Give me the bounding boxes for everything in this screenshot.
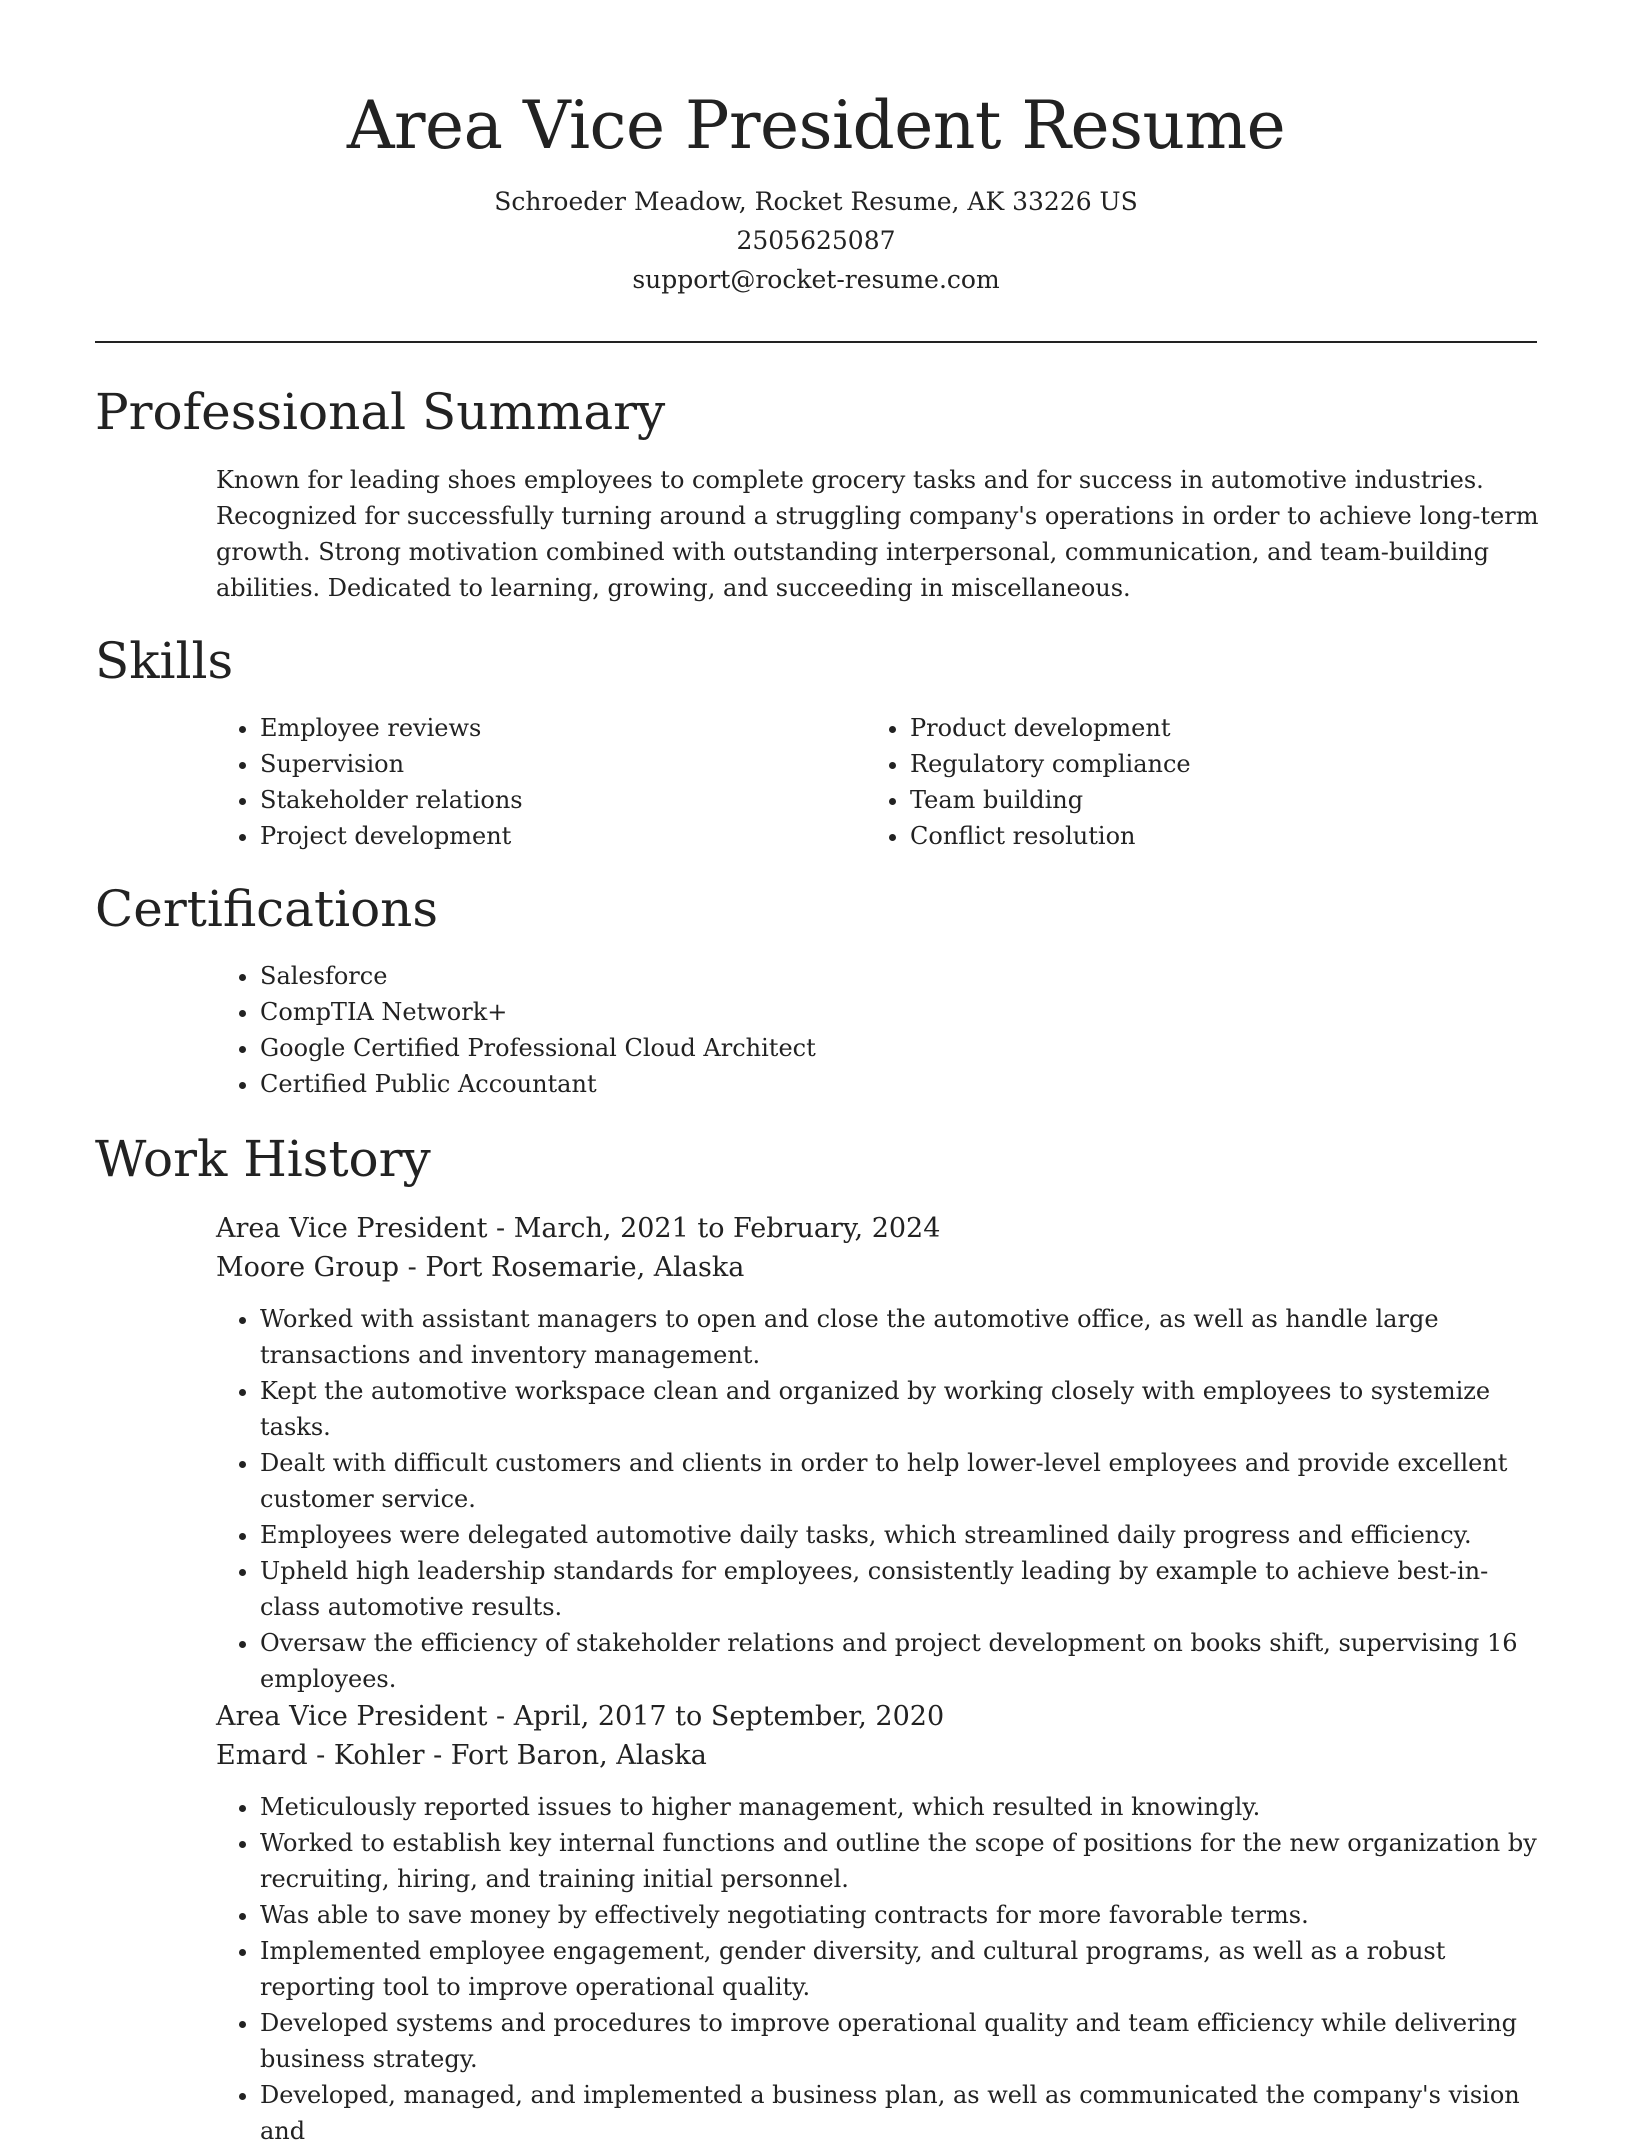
job-bullet: • Meticulously reported issues to higher management, which resulted in knowingly. xyxy=(260,1789,1546,1825)
skill-item: • Regulatory compliance xyxy=(910,746,1506,782)
skill-item: • Conflict resolution xyxy=(910,818,1506,854)
job-title-line: Area Vice President - March, 2021 to February, 2024 xyxy=(216,1213,941,1244)
skill-item: • Supervision xyxy=(260,746,816,782)
summary-text: Known for leading shoes employees to complete grocery tasks and for success in automotive industries. Recognized for successfully turning around a struggling company's operations in order to achieve long-term growth. Strong motivation combined with outstanding interpersonal, communication, and team-building abilities. Dedicated to learning, growing, and succeeding in miscellaneous. xyxy=(216,466,1539,602)
header-divider xyxy=(95,341,1537,343)
job-entry xyxy=(216,1697,1546,2149)
job-company-line: Moore Group - Port Rosemarie, Alaska xyxy=(216,1252,745,1283)
contact-block xyxy=(0,182,1632,299)
certification-item: • CompTIA Network+ xyxy=(260,994,816,1030)
contact-email: support@rocket-resume.com xyxy=(632,265,1000,294)
job-bullet: • Worked with assistant managers to open and close the automotive office, as well as handle large transactions and inventory management. xyxy=(260,1301,1546,1373)
resume-header xyxy=(0,80,1632,299)
skill-item: • Project development xyxy=(260,818,816,854)
certification-item: • Certified Public Accountant xyxy=(260,1066,816,1102)
job-bullet: • Upheld high leadership standards for employees, consistently leading by example to achieve best-in-class automotive results. xyxy=(260,1553,1546,1625)
contact-phone: 2505625087 xyxy=(736,226,896,255)
job-bullet: • Developed systems and procedures to improve operational quality and team efficiency while delivering business strategy. xyxy=(260,2005,1546,2077)
job-bullet: • Worked to establish key internal functions and outline the scope of positions for the new organization by recruiting, hiring, and training initial personnel. xyxy=(260,1825,1546,1897)
job-bullet: • Was able to save money by effectively negotiating contracts for more favorable terms. xyxy=(260,1897,1546,1933)
skills-heading: Skills xyxy=(95,632,234,690)
skills-column-right xyxy=(866,710,1506,854)
job-entry xyxy=(216,1209,1546,1697)
skill-item: • Employee reviews xyxy=(260,710,816,746)
summary-heading: Professional Summary xyxy=(95,383,666,441)
certifications-list xyxy=(216,958,816,1102)
skills-column-left xyxy=(216,710,816,854)
job-company-line: Emard - Kohler - Fort Baron, Alaska xyxy=(216,1740,707,1771)
job-bullet: • Implemented employee engagement, gender diversity, and cultural programs, as well as a robust reporting tool to improve operational quality. xyxy=(260,1933,1546,2005)
resume-title: Area Vice President Resume xyxy=(346,87,1286,164)
job-bullet: • Developed, managed, and implemented a business plan, as well as communicated the company's vision and xyxy=(260,2077,1546,2149)
contact-address: Schroeder Meadow, Rocket Resume, AK 33226 US xyxy=(494,187,1138,216)
certifications-heading: Certifications xyxy=(95,880,439,938)
job-bullet: • Employees were delegated automotive daily tasks, which streamlined daily progress and efficiency. xyxy=(260,1517,1546,1553)
job-bullet: • Oversaw the efficiency of stakeholder relations and project development on books shift, supervising 16 employees. xyxy=(260,1625,1546,1697)
work-history-heading: Work History xyxy=(95,1130,431,1188)
skill-item: • Stakeholder relations xyxy=(260,782,816,818)
certification-item: • Salesforce xyxy=(260,958,816,994)
skill-item: • Product development xyxy=(910,710,1506,746)
skill-item: • Team building xyxy=(910,782,1506,818)
job-title-line: Area Vice President - April, 2017 to September, 2020 xyxy=(216,1701,945,1732)
certification-item: • Google Certified Professional Cloud Architect xyxy=(260,1030,816,1066)
job-bullet: • Dealt with difficult customers and clients in order to help lower-level employees and provide excellent customer service. xyxy=(260,1445,1546,1517)
job-bullet: • Kept the automotive workspace clean and organized by working closely with employees to systemize tasks. xyxy=(260,1373,1546,1445)
